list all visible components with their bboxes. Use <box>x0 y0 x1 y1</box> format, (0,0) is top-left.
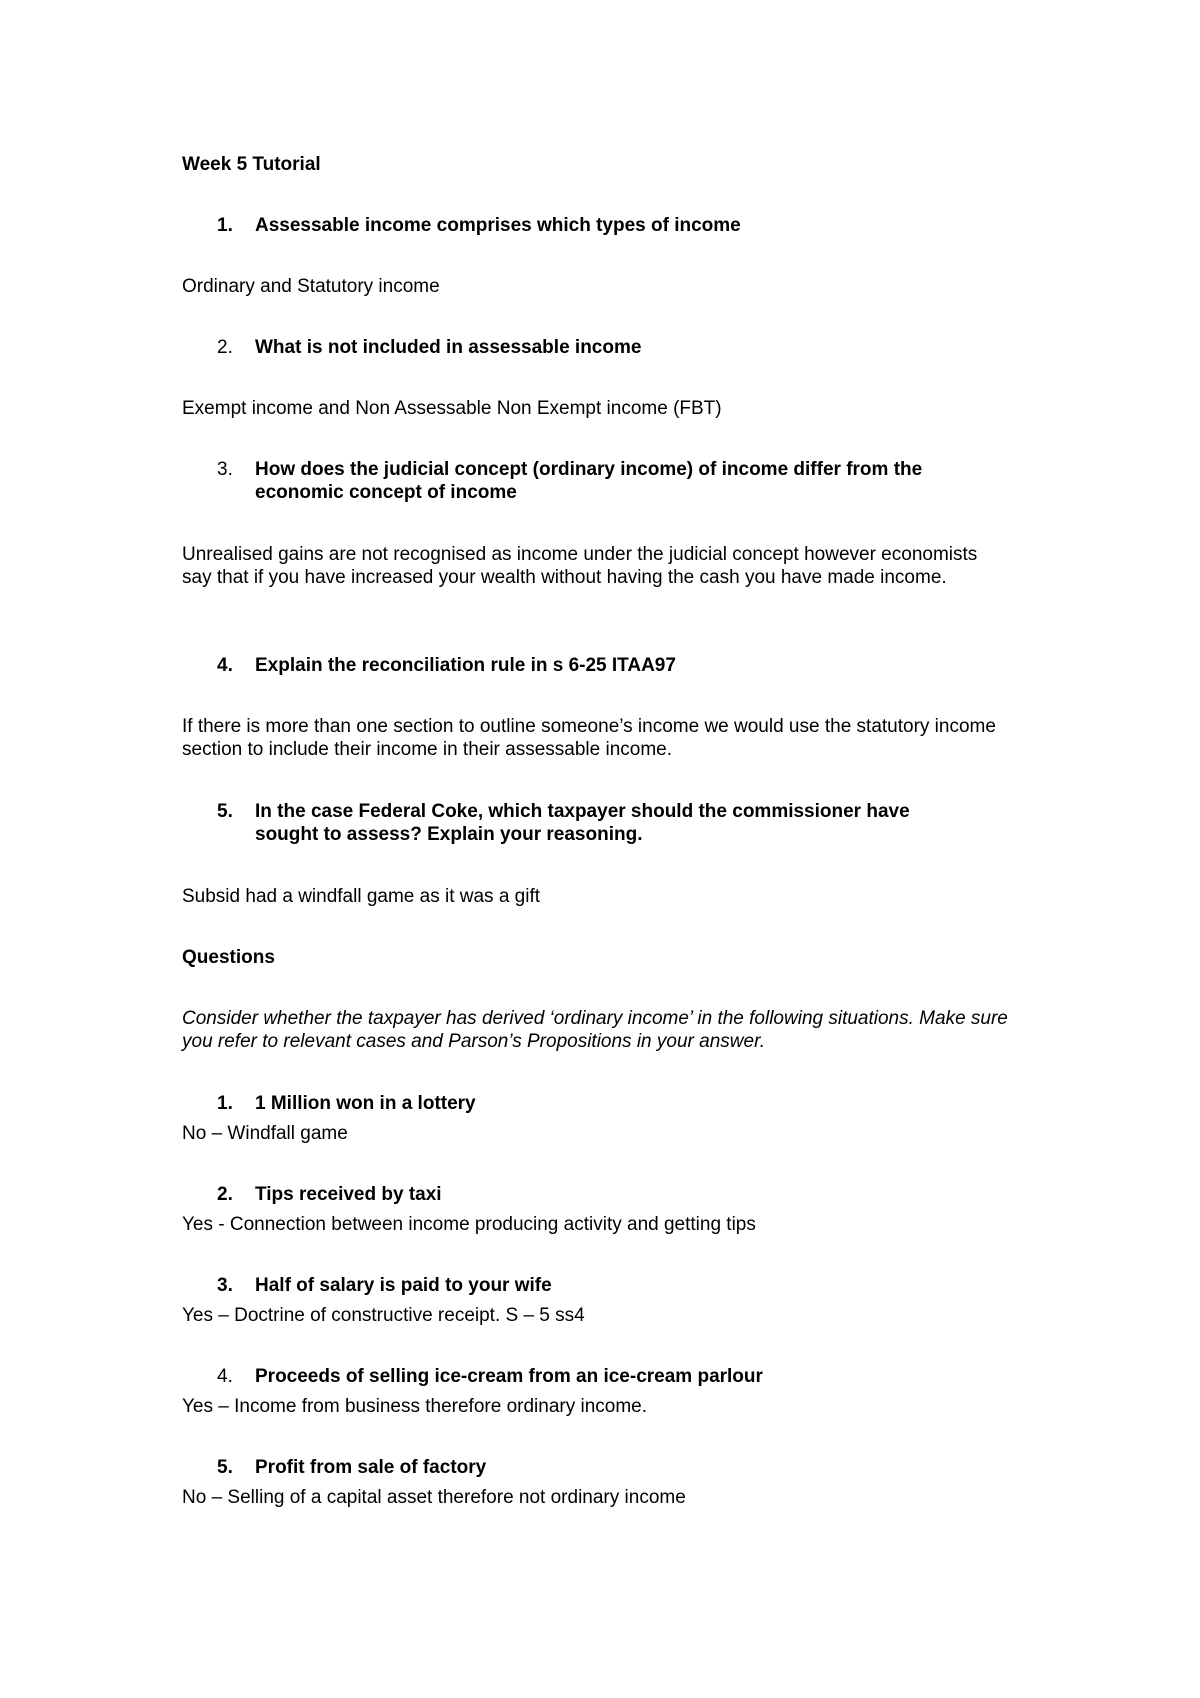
question-text: Explain the reconciliation rule in s 6-25 ITAA97 <box>255 655 676 676</box>
question-text: How does the judicial concept (ordinary income) of income differ from the economic concept of income <box>255 459 923 503</box>
situation-4 <box>182 1365 1042 1388</box>
question-text: Profit from sale of factory <box>255 1457 487 1478</box>
question-text: Assessable income comprises which types of income <box>255 215 741 236</box>
question-number: 5. <box>217 801 233 822</box>
question-text: In the case Federal Coke, which taxpayer should the commissioner have sought to assess? Explain your reasoning. <box>255 801 910 845</box>
question-text: What is not included in assessable income <box>255 337 642 358</box>
question-2 <box>182 336 1042 359</box>
question-number: 1. <box>217 215 233 236</box>
answer-2: Exempt income and Non Assessable Non Exempt income (FBT) <box>182 398 722 419</box>
question-5 <box>182 800 1042 846</box>
answer-4: If there is more than one section to outline someone’s income we would use the statutory income section to include their income in their assessable income. <box>182 716 996 760</box>
situation-answer-2: Yes - Connection between income producing activity and getting tips <box>182 1214 756 1235</box>
question-text: Tips received by taxi <box>255 1184 442 1205</box>
question-number: 4. <box>217 1366 233 1387</box>
question-number: 5. <box>217 1457 233 1478</box>
situation-1 <box>182 1092 1042 1115</box>
situation-answer-5: No – Selling of a capital asset therefore not ordinary income <box>182 1487 686 1508</box>
question-text: Half of salary is paid to your wife <box>255 1275 552 1296</box>
question-number: 3. <box>217 459 233 480</box>
answer-3: Unrealised gains are not recognised as income under the judicial concept however economists say that if you have increased your wealth without having the cash you have made income. <box>182 544 978 588</box>
situation-answer-3: Yes – Doctrine of constructive receipt. S – 5 ss4 <box>182 1305 585 1326</box>
document-title: Week 5 Tutorial <box>182 154 321 175</box>
situation-answer-1: No – Windfall game <box>182 1123 348 1144</box>
question-1 <box>182 214 1042 237</box>
instructions: Consider whether the taxpayer has derived ‘ordinary income’ in the following situations. Make sure you refer to relevant cases and Parson’s Propositions in your answer. <box>182 1008 1008 1052</box>
question-number: 2. <box>217 1184 233 1205</box>
question-number: 4. <box>217 655 233 676</box>
question-text: 1 Million won in a lottery <box>255 1093 476 1114</box>
question-number: 1. <box>217 1093 233 1114</box>
question-number: 3. <box>217 1275 233 1296</box>
situation-5 <box>182 1456 1042 1479</box>
situation-3 <box>182 1274 1042 1297</box>
situation-2 <box>182 1183 1042 1206</box>
answer-1: Ordinary and Statutory income <box>182 276 440 297</box>
question-3 <box>182 458 1042 504</box>
situation-answer-4: Yes – Income from business therefore ordinary income. <box>182 1396 648 1417</box>
questions-heading: Questions <box>182 947 275 968</box>
question-number: 2. <box>217 337 233 358</box>
question-4 <box>182 654 1042 677</box>
answer-5: Subsid had a windfall game as it was a gift <box>182 886 541 907</box>
question-text: Proceeds of selling ice-cream from an ice-cream parlour <box>255 1366 763 1387</box>
